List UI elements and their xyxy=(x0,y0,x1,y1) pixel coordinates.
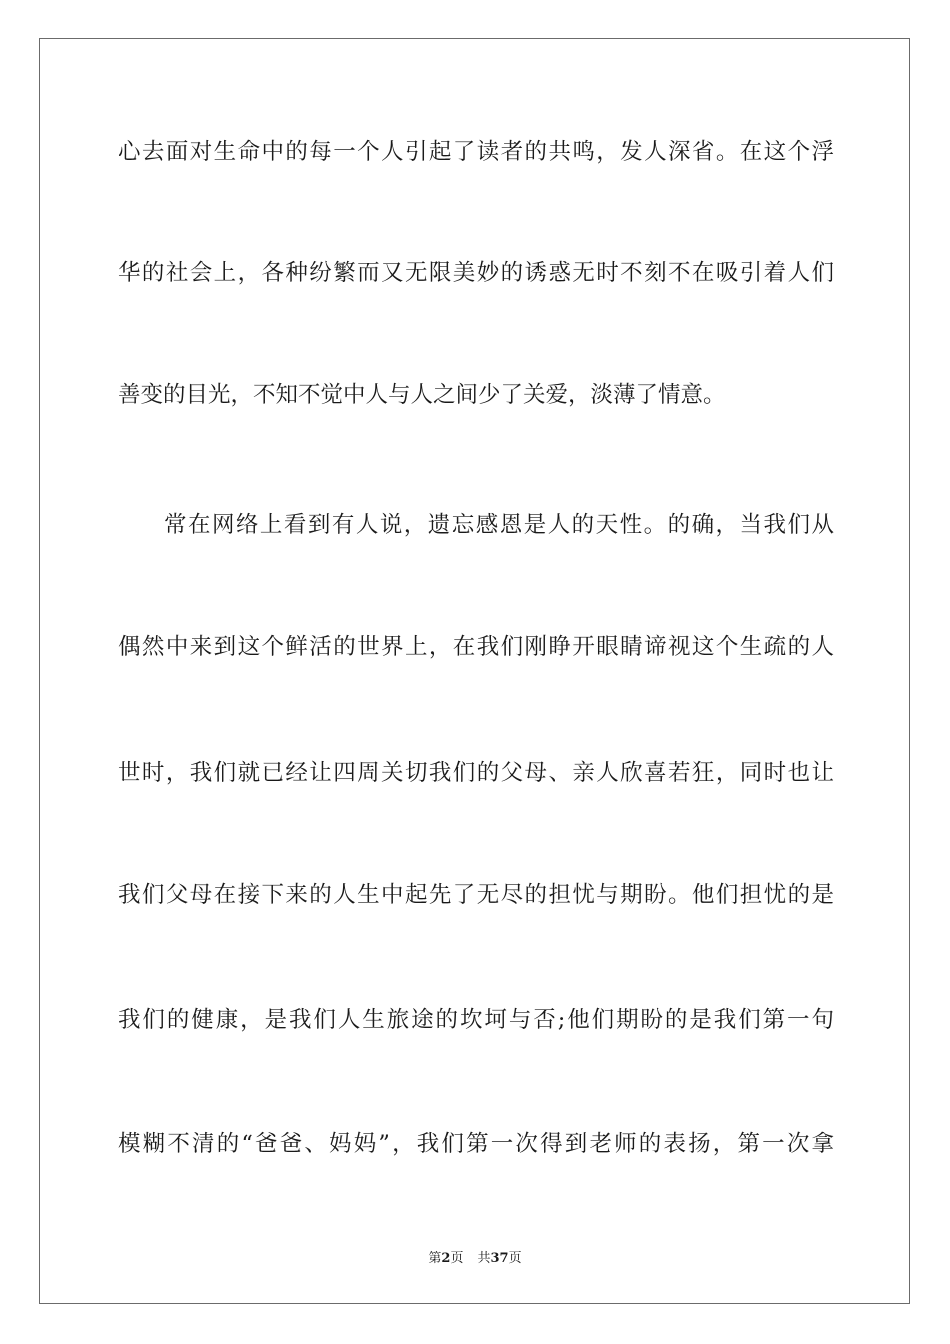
paragraph-line: 我们父母在接下来的人生中起先了无尽的担忧与期盼。他们担忧的是 xyxy=(118,882,834,908)
paragraph-line: 善变的目光，不知不觉中人与人之间少了关爱，淡薄了情意。 xyxy=(118,382,726,408)
paragraph-line: 我们的健康，是我们人生旅途的坎坷与否;他们期盼的是我们第一句 xyxy=(118,1007,834,1033)
paragraph-line: 世时，我们就已经让四周关切我们的父母、亲人欣喜若狂，同时也让 xyxy=(118,760,834,786)
paragraph-line: 华的社会上，各种纷繁而又无限美妙的诱惑无时不刻不在吸引着人们 xyxy=(118,260,834,286)
paragraph-line: 心去面对生命中的每一个人引起了读者的共鸣，发人深省。在这个浮 xyxy=(118,139,834,165)
total-prefix: 共 xyxy=(477,1251,491,1266)
page-footer xyxy=(0,1247,950,1266)
total-suffix: 页 xyxy=(508,1251,522,1266)
paragraph-line: 偶然中来到这个鲜活的世界上，在我们刚睁开眼睛谛视这个生疏的人 xyxy=(118,634,834,660)
total-pages: 37 xyxy=(490,1251,509,1266)
paragraph-line-indented: 常在网络上看到有人说，遗忘感恩是人的天性。的确，当我们从 xyxy=(164,512,834,538)
page-border xyxy=(39,38,910,1304)
page-prefix: 第 xyxy=(428,1251,442,1266)
page-number: 2 xyxy=(441,1251,451,1266)
page-suffix: 页 xyxy=(450,1251,464,1266)
paragraph-line: 模糊不清的“爸爸、妈妈”，我们第一次得到老师的表扬，第一次拿 xyxy=(118,1131,834,1157)
